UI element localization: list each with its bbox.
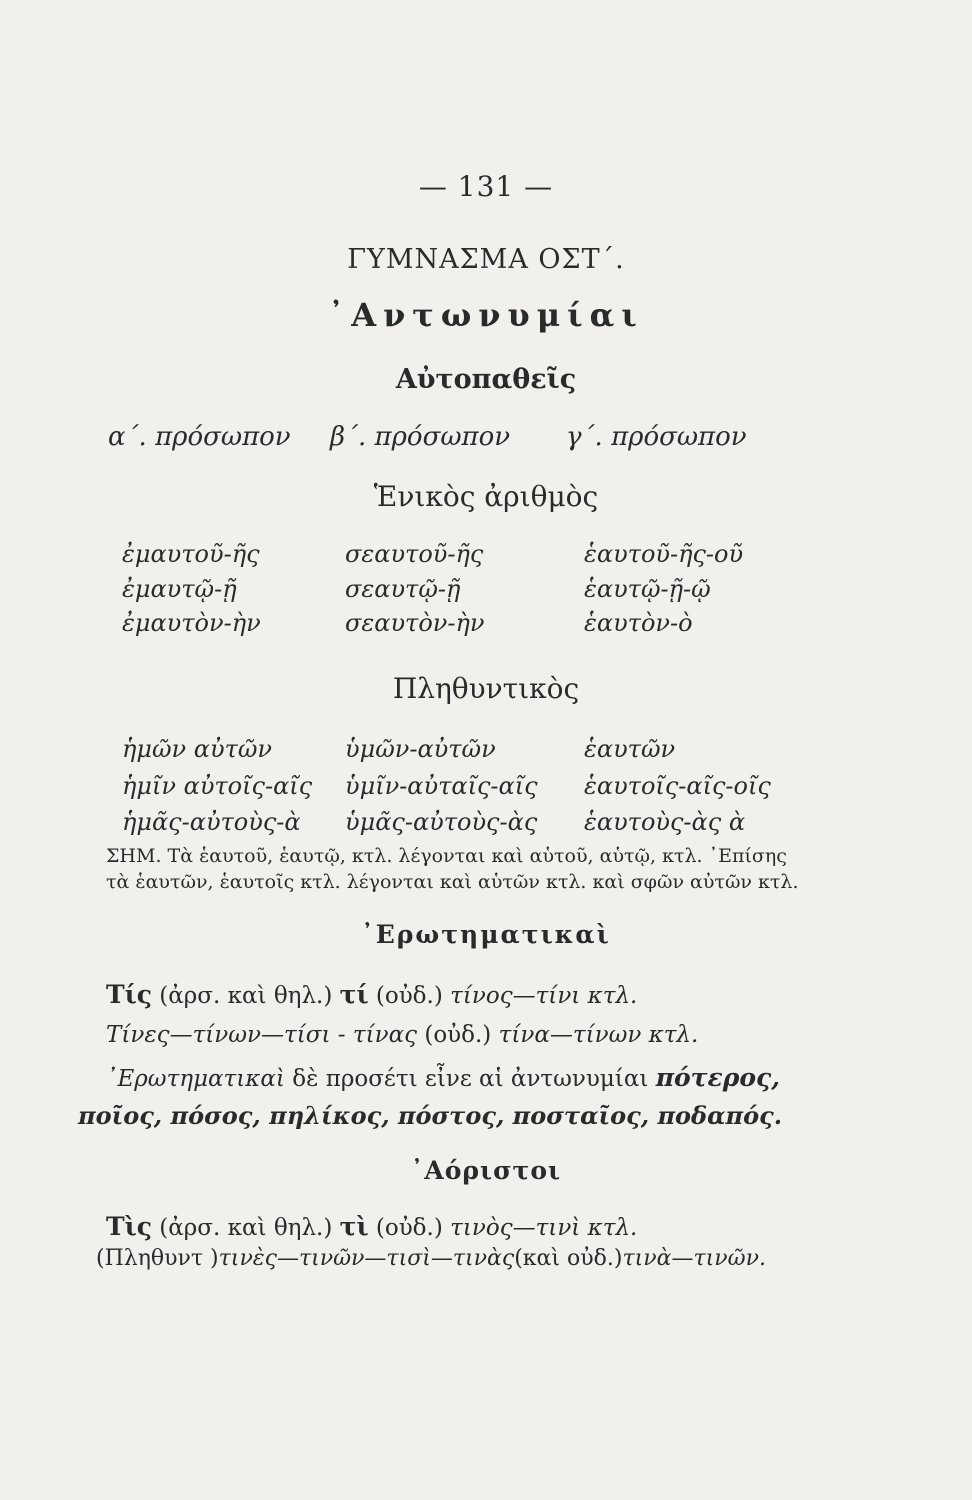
plural-title: Πληθυντικὸς (392, 672, 580, 705)
text: (ἀρσ. καὶ θηλ.) (159, 983, 333, 1009)
singular-cell: ἑαυτῷ-ῇ-ῷ (584, 575, 711, 603)
section-title: ᾿Αντωνυμίαι (328, 296, 644, 334)
singular-cell: ἑαυτοῦ-ῆς-οῦ (584, 540, 744, 568)
plural-cell: ὑμᾶς-αὐτοὺς-ὰς (345, 808, 538, 836)
interrogative-line (106, 1022, 698, 1048)
text: δὲ προσέτι εἶνε αἱ ἀντωνυμίαι (292, 1066, 649, 1092)
exercise-title: ΓΥΜΝΑΣΜΑ ΟΣΤ΄. (347, 244, 625, 275)
interrogative-title: ᾿Ερωτηματικαὶ (361, 920, 611, 949)
plural-cell: ὑμῖν-αὐταῖς-αῖς (345, 772, 538, 800)
indefinite-title: ᾿Αόριστοι (410, 1156, 562, 1185)
plural-cell: ἡμᾶς-αὐτοὺς-ὰ (122, 808, 301, 836)
plural-cell: ἑαυτοὺς-ὰς ὰ (584, 808, 746, 836)
singular-cell: ἑαυτὸν-ὸ (584, 609, 693, 637)
singular-cell: ἐμαυτὸν-ὴν (122, 609, 261, 637)
keyword: Τὶς (106, 1212, 152, 1241)
note-line: τὰ ἑαυτῶν, ἑαυτοῖς κτλ. λέγονται καὶ αὑτῶν κτλ. καὶ σφῶν αὐτῶν κτλ. (106, 871, 799, 893)
indefinite-line (96, 1246, 766, 1271)
singular-title: Ἑνικὸς ἀριθμὸς (373, 480, 599, 513)
text: τινὰ—τινῶν. (622, 1246, 766, 1271)
interrogative-line (106, 980, 637, 1009)
person-first-header: α΄. πρόσωπον (108, 422, 291, 452)
interrogative-line: ποῖος, πόσος, πηλίκος, πόστος, ποσταῖος, ποδαπός. (78, 1101, 783, 1130)
text: Τίνες—τίνων—τίσι - τίνας (106, 1022, 418, 1048)
singular-cell: σεαυτὸν-ὴν (345, 609, 485, 637)
text: (οὐδ.) (375, 983, 443, 1009)
text: (ἀρσ. καὶ θηλ.) (159, 1215, 333, 1241)
text: τίνος—τίνι κτλ. (450, 983, 638, 1009)
text: ᾿Ερωτηματικαὶ (106, 1066, 285, 1092)
person-second-header: β΄. πρόσωπον (330, 422, 511, 452)
interrogative-line (106, 1063, 780, 1092)
singular-cell: σεαυτοῦ-ῆς (345, 540, 484, 568)
plural-cell: ἑαυτῶν (584, 735, 676, 763)
keyword: τὶ (339, 1212, 369, 1241)
plural-cell: ἡμῶν αὐτῶν (122, 735, 272, 763)
text: (καὶ οὐδ.) (514, 1246, 623, 1271)
singular-cell: ἐμαυτῷ-ῇ (122, 575, 237, 603)
text: (Πληθυντ ) (96, 1246, 219, 1271)
text: (οὐδ.) (424, 1022, 492, 1048)
keyword: Τίς (106, 980, 152, 1009)
plural-cell: ἑαυτοῖς-αῖς-οῖς (584, 772, 771, 800)
plural-cell: ἡμῖν αὐτοῖς-αῖς (122, 772, 313, 800)
note-line: ΣΗΜ. Τὰ ἑαυτοῦ, ἑαυτῷ, κτλ. λέγονται καὶ αὑτοῦ, αὑτῷ, κτλ. ᾿Επίσης (106, 845, 787, 867)
singular-cell: σεαυτῷ-ῇ (345, 575, 461, 603)
page-number: — 131 — (418, 170, 554, 203)
keyword: πότερος, (655, 1063, 780, 1092)
person-third-header: γ΄. πρόσωπον (566, 422, 747, 452)
text: τίνα—τίνων κτλ. (498, 1022, 699, 1048)
keyword: τί (339, 980, 369, 1009)
text: τινὲς—τινῶν—τισὶ—τινὰς (218, 1246, 515, 1271)
plural-cell: ὑμῶν-αὐτῶν (345, 735, 496, 763)
reflexive-title: Αὐτοπαθεῖς (395, 364, 577, 395)
singular-cell: ἐμαυτοῦ-ῆς (122, 540, 260, 568)
text: τινὸς—τινὶ κτλ. (450, 1215, 638, 1241)
indefinite-line (106, 1212, 637, 1241)
text: (οὐδ.) (375, 1215, 443, 1241)
